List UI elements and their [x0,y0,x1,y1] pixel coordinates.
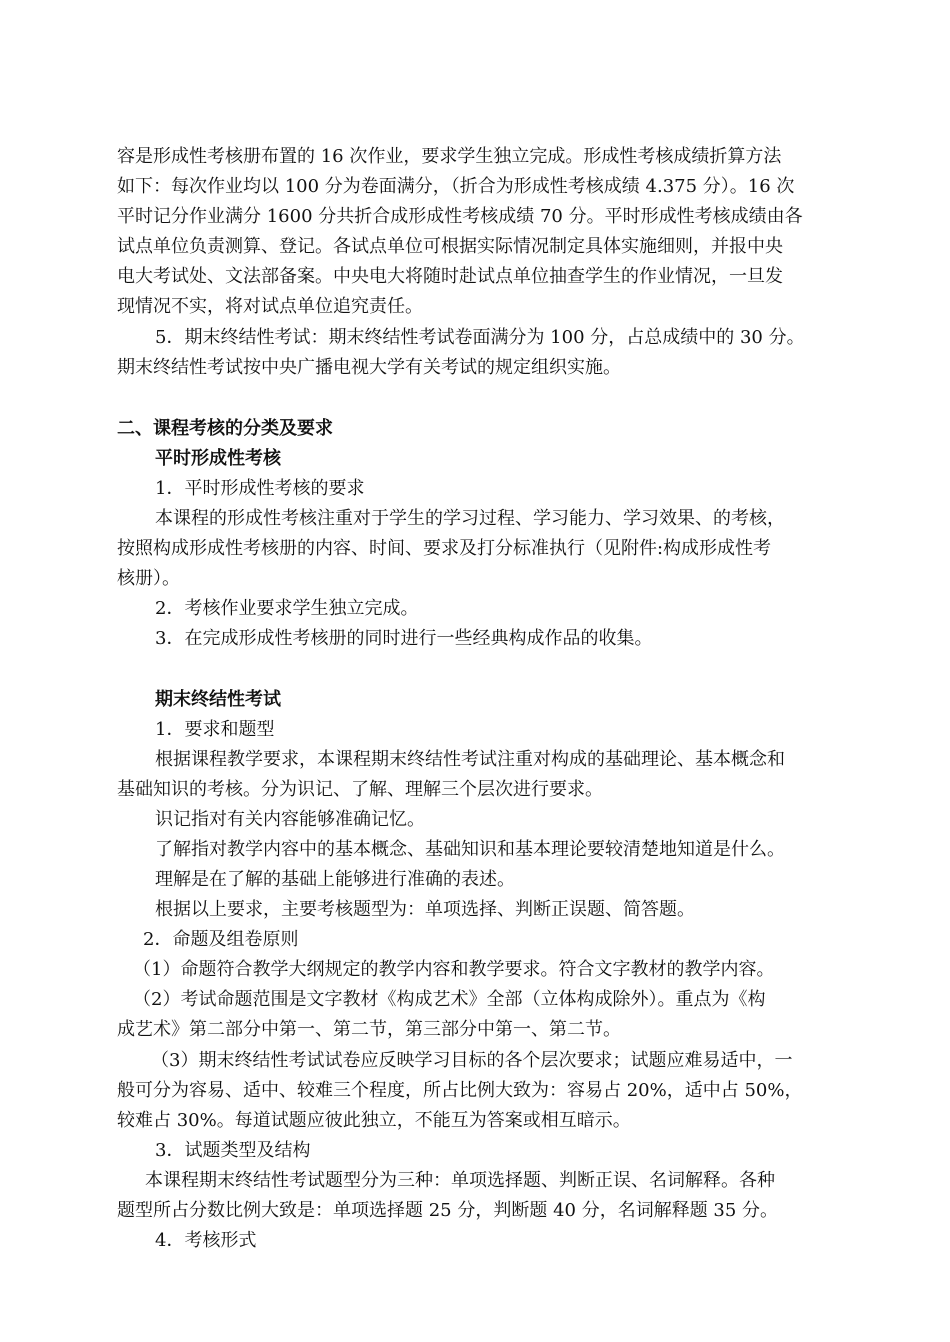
paragraph-line: （2）考试命题范围是文字教材《构成艺术》全部（立体构成除外）。重点为《构 [133,989,766,1010]
subsection-heading: 平时形成性考核 [155,448,281,469]
paragraph-line: 如下：每次作业均以 100 分为卷面满分，（折合为形成性考核成绩 4.375 分）。16 次 [117,176,795,197]
paragraph-line: 较难占 30%。每道试题应彼此独立，不能互为答案或相互暗示。 [117,1110,631,1131]
paragraph-line: 2．考核作业要求学生独立完成。 [155,598,419,619]
item-heading: 3．试题类型及结构 [155,1140,311,1161]
paragraph-line: 根据课程教学要求，本课程期末终结性考试注重对构成的基础理论、基本概念和 [155,749,785,770]
paragraph-line: 识记指对有关内容能够准确记忆。 [155,809,425,830]
paragraph-line: 容是形成性考核册布置的 16 次作业，要求学生独立完成。形成性考核成绩折算方法 [117,146,782,167]
paragraph-line: 核册）。 [117,568,180,589]
item-heading: 2．命题及组卷原则 [143,929,299,950]
paragraph-line: 5．期末终结性考试：期末终结性考试卷面满分为 100 分，占总成绩中的 30 分。 [155,327,805,348]
paragraph-line: 本课程期末终结性考试题型分为三种：单项选择题、判断正误、名词解释。各种 [145,1170,775,1191]
item-heading: 4．考核形式 [155,1230,257,1251]
paragraph-line: 根据以上要求，主要考核题型为：单项选择、判断正误题、简答题。 [155,899,695,920]
subsection-heading: 期末终结性考试 [155,689,281,710]
paragraph-line: 现情况不实，将对试点单位追究责任。 [117,296,423,317]
paragraph-line: 理解是在了解的基础上能够进行准确的表述。 [155,869,515,890]
paragraph-line: 平时记分作业满分 1600 分共折合成形成性考核成绩 70 分。平时形成性考核成绩由各 [117,206,803,227]
paragraph-line: 了解指对教学内容中的基本概念、基础知识和基本理论要较清楚地知道是什么。 [155,839,785,860]
paragraph-line: 题型所占分数比例大致是：单项选择题 25 分，判断题 40 分，名词解释题 35 分。 [117,1200,779,1221]
paragraph-line: 成艺术》第二部分中第一、第二节，第三部分中第一、第二节。 [117,1019,621,1040]
paragraph-line: 按照构成形成性考核册的内容、时间、要求及打分标准执行（见附件:构成形成性考 [117,538,772,559]
section-heading: 二、课程考核的分类及要求 [117,418,333,439]
paragraph-line: （3）期末终结性考试试卷应反映学习目标的各个层次要求；试题应难易适中，一 [151,1050,793,1071]
paragraph-line: 电大考试处、文法部备案。中央电大将随时赴试点单位抽查学生的作业情况，一旦发 [117,266,783,287]
paragraph-line: 期末终结性考试按中央广播电视大学有关考试的规定组织实施。 [117,357,621,378]
paragraph-line: （1）命题符合教学大纲规定的教学内容和教学要求。符合文字教材的教学内容。 [133,959,775,980]
paragraph-line: 3．在完成形成性考核册的同时进行一些经典构成作品的收集。 [155,628,653,649]
paragraph-line: 试点单位负责测算、登记。各试点单位可根据实际情况制定具体实施细则，并报中央 [117,236,783,257]
paragraph-line: 基础知识的考核。分为识记、了解、理解三个层次进行要求。 [117,779,603,800]
item-heading: 1．要求和题型 [155,719,275,740]
paragraph-line: 本课程的形成性考核注重对于学生的学习过程、学习能力、学习效果、的考核， [155,508,785,529]
item-heading: 1．平时形成性考核的要求 [155,478,365,499]
paragraph-line: 般可分为容易、适中、较难三个程度，所占比例大致为：容易占 20%，适中占 50%， [117,1080,803,1101]
